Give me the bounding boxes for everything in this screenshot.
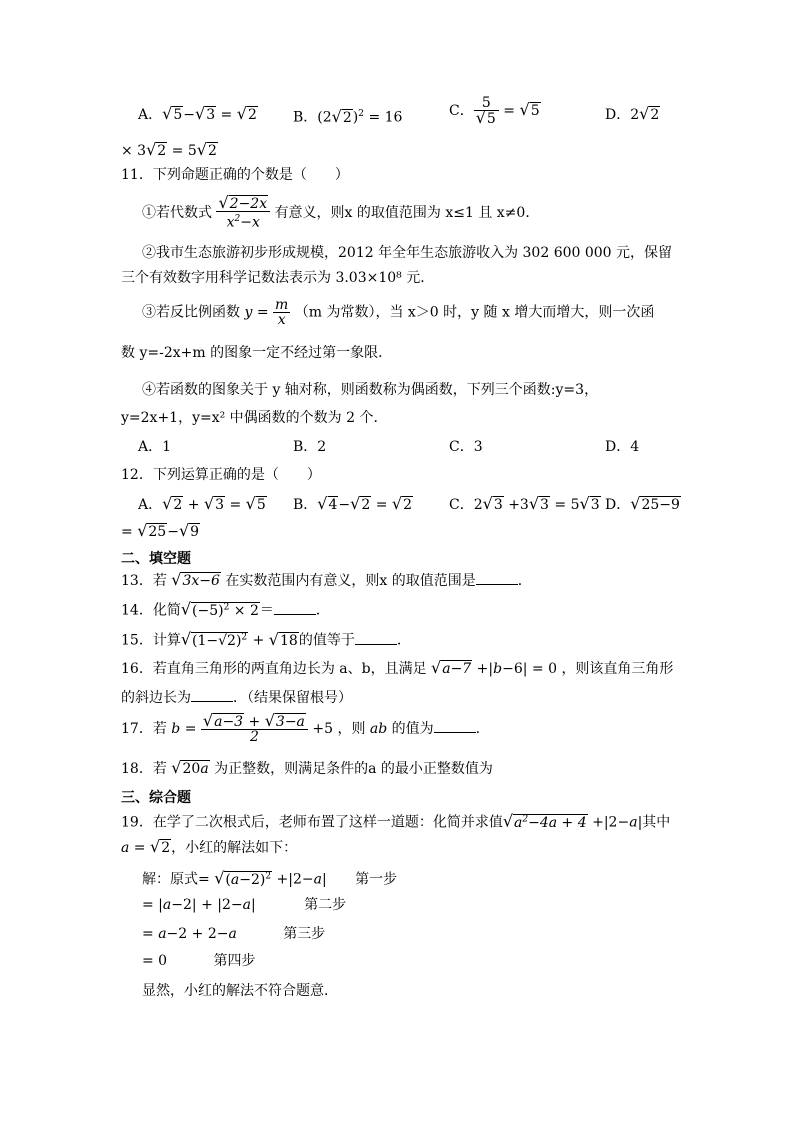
section-heading-comprehensive: 三、综合题 xyxy=(121,790,191,806)
q12-option-d-continued: = √25−√9 xyxy=(121,521,200,540)
q10-option-c: C． $\frac{5}{√5}$ = √5 xyxy=(449,95,540,127)
q12-option-c: C．2√3 +3√3 = 5√3 xyxy=(449,494,600,513)
q12-option-d: D．√25−9 xyxy=(605,494,680,513)
q15: 15．计算$√(1-√2)^2 + √18$的值等于 ． xyxy=(121,629,411,649)
q19-line2: a = √2，小红的解法如下： xyxy=(121,837,298,856)
q19-conclusion: 显然，小红的解法不符合题意． xyxy=(142,983,338,999)
q14: 14．化简$√(-5)^2 \times 2=$ ． xyxy=(121,599,330,619)
q16-line1: 16．若直角三角形的两直角边长为 a、b，且满足 √a−7 +|b−6| = 0 ，则该直角三角形 xyxy=(121,658,674,677)
q14-answer-blank[interactable] xyxy=(274,601,316,615)
q19-line1: 19．在学了二次根式后，老师布置了这样一道题：化简并求值$√a^2-4a + 4 +|2-a|$其中 xyxy=(121,811,671,831)
q11-statement-3-line2: 数 y=-2x+m 的图象一定不经过第一象限． xyxy=(121,345,393,361)
q12-option-a: A．√2 + √3 = √5 xyxy=(138,494,266,513)
q19-step-3: = a−2 + 2−a 第三步 xyxy=(142,926,326,942)
q11-statement-1: ①若代数式 $\frac{√2-2x}{x^2-x}$ 有意义，则x 的取值范围为 x≤1 且 x≠0． xyxy=(142,193,540,231)
q12-option-b: B．√4−√2 = √2 xyxy=(293,494,413,513)
q10-option-b: B．$(2√2)^2 = 16$ xyxy=(293,106,403,126)
q19-step-1: 解：原式= $√(a-2)^2 +|2-a|$ 第一步 xyxy=(142,868,398,888)
q10-option-d: D．2√2 xyxy=(605,104,660,123)
q11-statement-3: ③若反比例函数 y = $\frac{m}{x}$ （m 为常数），当 x＞0 时，y 随 x 增大而增大，则一次函 xyxy=(142,297,655,328)
q11-statement-4-line1: ④若函数的图象关于 y 轴对称，则函数称为偶函数，下列三个函数:y=3， xyxy=(142,382,599,398)
q11-option-d: D．4 xyxy=(605,439,640,455)
section-heading-fill-in: 二、填空题 xyxy=(121,551,191,567)
q11-statement-4-line2: y=2x+1，y=x² 中偶函数的个数为 2 个． xyxy=(121,410,388,426)
q11-option-b: B．2 xyxy=(293,439,327,455)
q13: 13．若 √3x−6 在实数范围内有意义，则x 的取值范围是 ． xyxy=(121,570,532,589)
q19-step-2: = |a−2| + |2−a| 第二步 xyxy=(142,897,347,913)
q17: 17．若 b = $\frac{√a-3 + √3-a}{2}$ +5 ，则 ab 的值为 . xyxy=(121,711,481,745)
q11-option-c: C．3 xyxy=(449,439,483,455)
q11-statement-2-line2: 三个有效数字用科学记数法表示为 3.03×10⁸ 元． xyxy=(121,270,435,286)
q12-stem: 12．下列运算正确的是（ ） xyxy=(121,467,321,483)
q10-option-a: A．√5−√3 = √2 xyxy=(138,104,257,123)
q15-answer-blank[interactable] xyxy=(355,631,397,645)
q11-statement-2-line1: ②我市生态旅游初步形成规模，2012 年全年生态旅游收入为 302 600 000 元，保留 xyxy=(142,245,673,261)
q16-line2: 的斜边长为 ．（结果保留根号） xyxy=(121,690,352,706)
q16-answer-blank[interactable] xyxy=(191,688,233,702)
q13-answer-blank[interactable] xyxy=(476,571,518,585)
q11-stem: 11．下列命题正确的个数是（ ） xyxy=(121,167,349,183)
q19-step-4: = 0 第四步 xyxy=(142,953,256,969)
q17-answer-blank[interactable] xyxy=(434,719,476,733)
q18: 18．若 √20a 为正整数，则满足条件的a 的最小正整数值为 xyxy=(121,758,493,777)
q10-option-d-continued: × 3√2 = 5√2 xyxy=(121,140,217,159)
q11-option-a: A．1 xyxy=(138,439,172,455)
